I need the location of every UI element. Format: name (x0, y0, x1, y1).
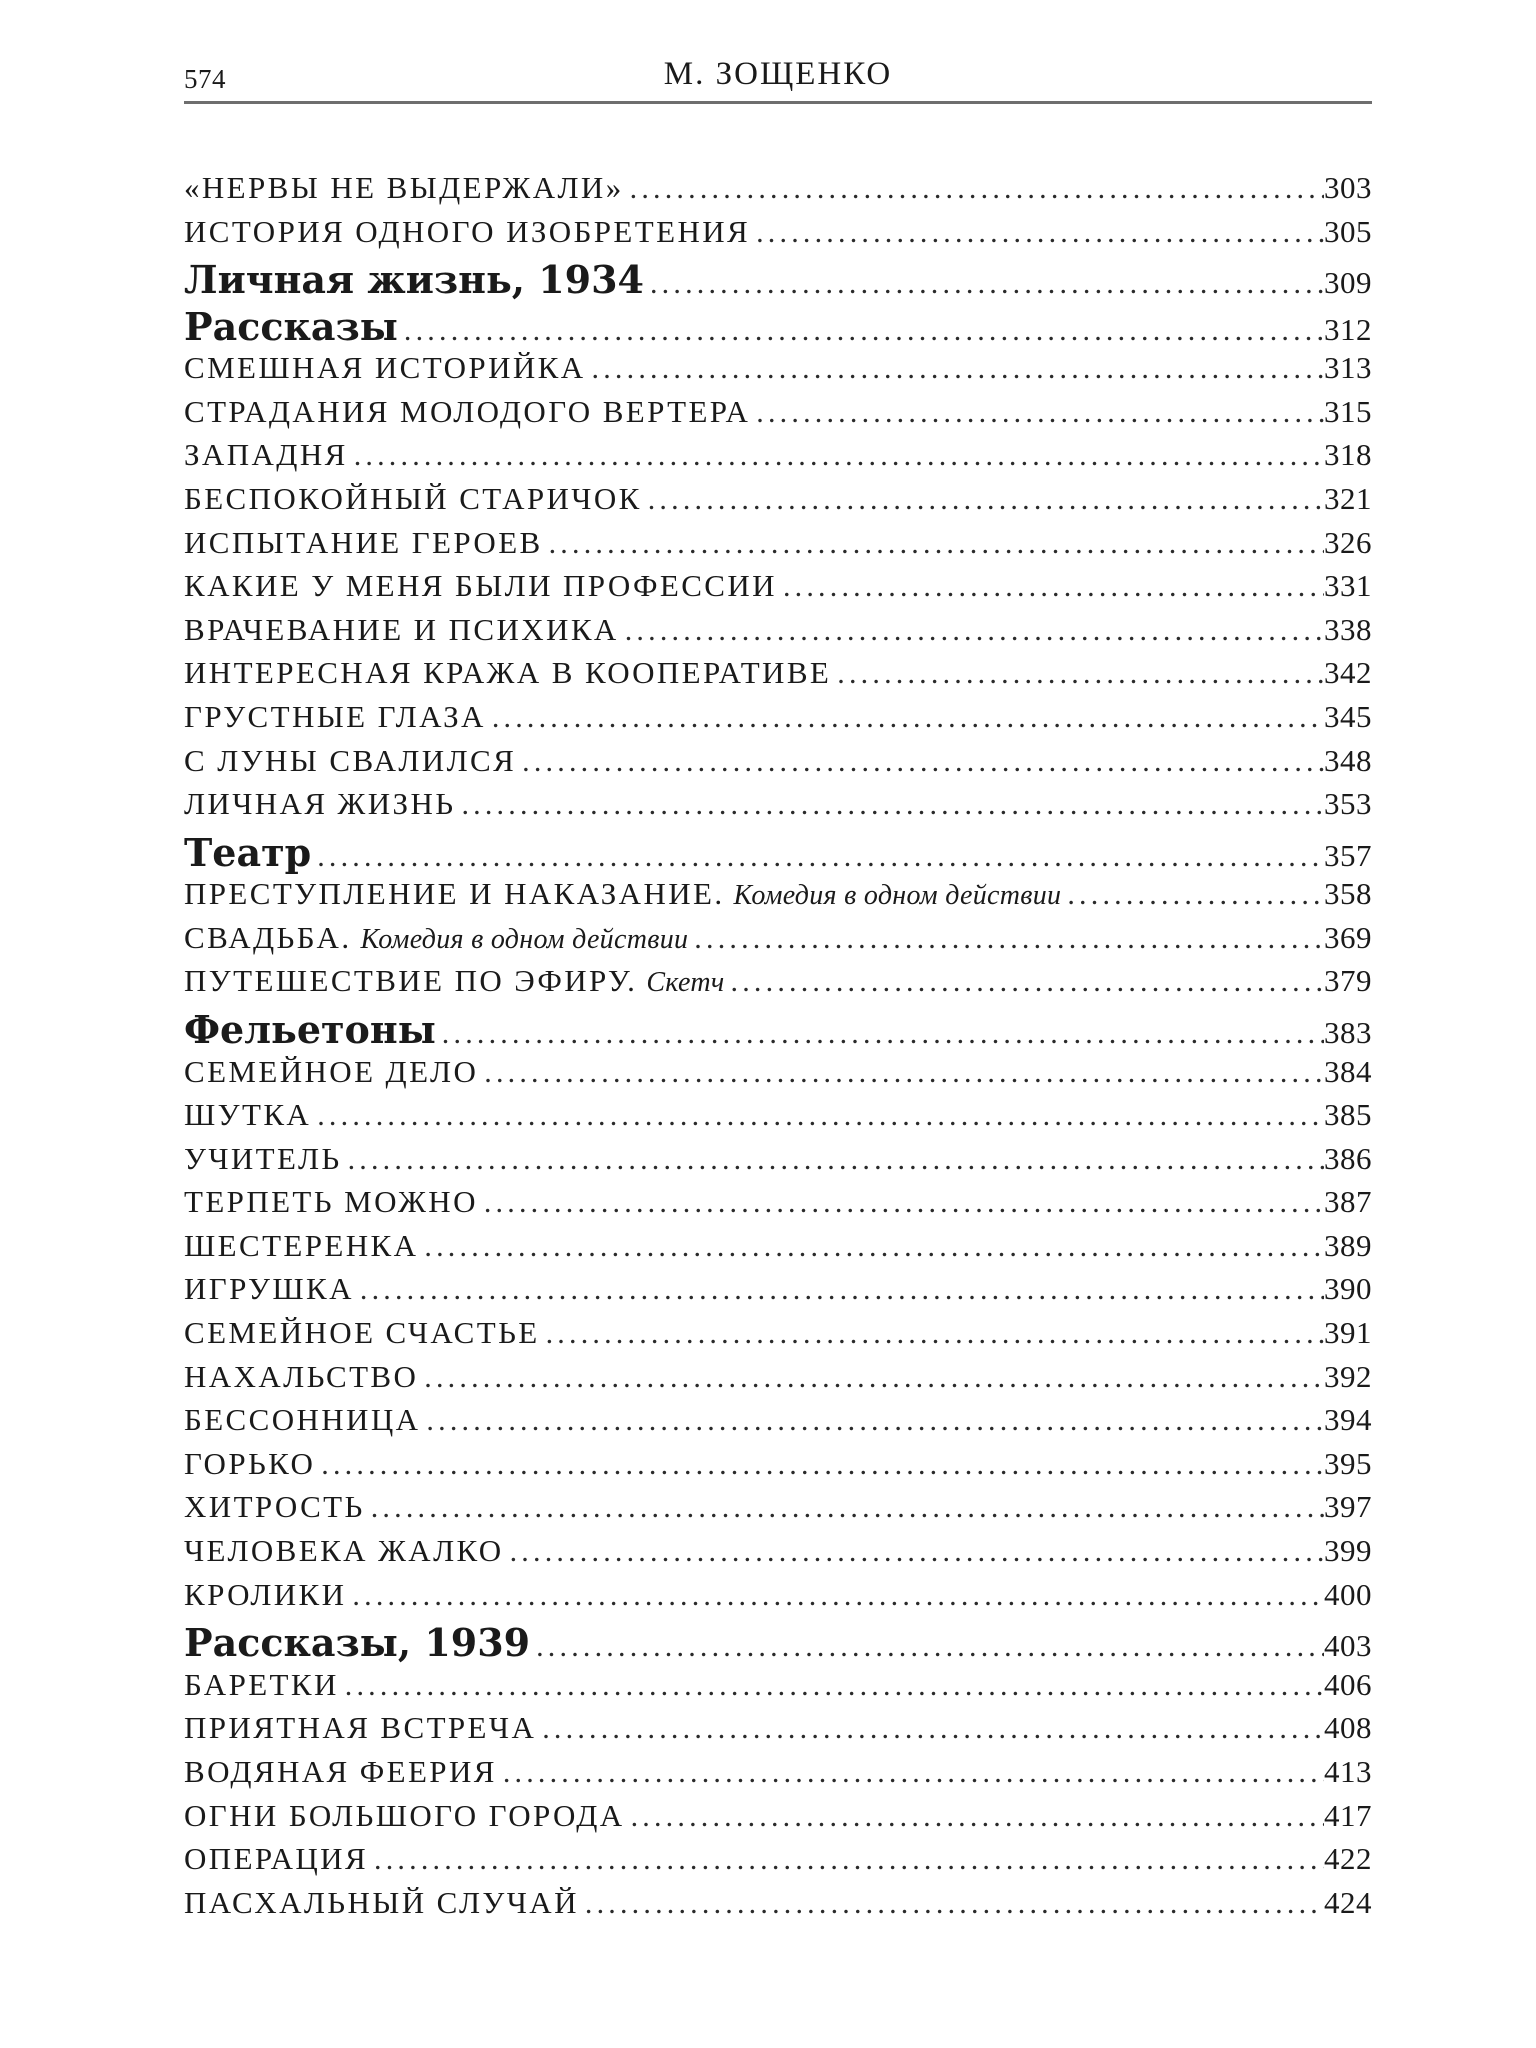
dot-leader (348, 439, 1324, 473)
toc-entry-title: ОПЕРАЦИЯ (184, 1841, 369, 1877)
toc-entry-page-number: 331 (1324, 568, 1372, 604)
toc-entry-page-number: 345 (1324, 698, 1372, 734)
toc-entry (184, 1710, 1372, 1754)
table-of-contents (184, 170, 1372, 1928)
toc-entry-page-number: 348 (1324, 742, 1372, 778)
toc-entry (184, 1577, 1372, 1621)
toc-entry (184, 655, 1372, 699)
toc-entry-title: ВРАЧЕВАНИЕ И ПСИХИКА (184, 611, 619, 647)
toc-entry-title: ПАСХАЛЬНЫЙ СЛУЧАЙ (184, 1884, 579, 1920)
running-title: М. ЗОЩЕНКО (663, 56, 893, 92)
dot-leader (346, 1579, 1324, 1613)
dot-leader (536, 1712, 1324, 1746)
toc-entry-title: ЧЕЛОВЕКА ЖАЛКО (184, 1533, 504, 1569)
dot-leader (644, 267, 1324, 301)
dot-leader (688, 922, 1324, 956)
toc-entry-title: ПРЕСТУПЛЕНИЕ И НАКАЗАНИЕ. (184, 876, 725, 912)
dot-leader (418, 1361, 1324, 1395)
dot-leader (315, 1448, 1324, 1482)
toc-entry-page-number: 315 (1324, 393, 1372, 429)
toc-entry (184, 568, 1372, 612)
toc-entry-title: Фельетоны (184, 1007, 436, 1052)
dot-leader (725, 965, 1324, 999)
dot-leader (504, 1535, 1324, 1569)
toc-entry (184, 1097, 1372, 1141)
toc-entry-title: СВАДЬБА. (184, 919, 352, 955)
toc-entry-page-number: 413 (1324, 1753, 1372, 1789)
toc-entry-title: ЗАПАДНЯ (184, 437, 348, 473)
toc-entry (184, 1754, 1372, 1798)
toc-entry (184, 1184, 1372, 1228)
toc-entry-page-number: 318 (1324, 437, 1372, 473)
toc-entry-page-number: 389 (1324, 1227, 1372, 1263)
toc-entry-page-number: 321 (1324, 480, 1372, 516)
toc-entry-page-number: 392 (1324, 1358, 1372, 1394)
toc-entry (184, 1533, 1372, 1577)
toc-entry (184, 612, 1372, 656)
dot-leader (750, 396, 1324, 430)
toc-entry (184, 1228, 1372, 1272)
toc-section-heading (184, 830, 1372, 877)
dot-leader (486, 701, 1324, 735)
dot-leader (540, 1317, 1324, 1351)
toc-entry-page-number: 384 (1324, 1053, 1372, 1089)
toc-entry-title: УЧИТЕЛЬ (184, 1140, 342, 1176)
toc-section-heading (184, 1620, 1372, 1667)
toc-entry (184, 394, 1372, 438)
toc-entry (184, 1489, 1372, 1533)
toc-entry-page-number: 390 (1324, 1271, 1372, 1307)
header-rule (184, 101, 1372, 104)
dot-leader (420, 1404, 1324, 1438)
toc-entry-page-number: 397 (1324, 1489, 1372, 1525)
toc-entry (184, 1315, 1372, 1359)
toc-entry-title: ШЕСТЕРЕНКА (184, 1227, 419, 1263)
toc-entry-page-number: 369 (1324, 919, 1372, 955)
dot-leader (530, 1630, 1324, 1664)
toc-entry (184, 786, 1372, 830)
toc-section-heading (184, 1007, 1372, 1054)
toc-entry-title: БЕСПОКОЙНЫЙ СТАРИЧОК (184, 480, 642, 516)
toc-entry (184, 876, 1372, 920)
toc-section-heading (184, 304, 1372, 351)
dot-leader (342, 1143, 1324, 1177)
dot-leader (624, 172, 1324, 206)
dot-leader (579, 1887, 1324, 1921)
toc-entry-page-number: 353 (1324, 786, 1372, 822)
toc-entry-title: НАХАЛЬСТВО (184, 1358, 419, 1394)
toc-entry-title: ИСТОРИЯ ОДНОГО ИЗОБРЕТЕНИЯ (184, 213, 751, 249)
dot-leader (625, 1800, 1324, 1834)
dot-leader (516, 745, 1324, 779)
toc-entry-title: С ЛУНЫ СВАЛИЛСЯ (184, 742, 517, 778)
toc-entry-title: ПРИЯТНАЯ ВСТРЕЧА (184, 1710, 537, 1746)
toc-entry-title: ПУТЕШЕСТВИЕ ПО ЭФИРУ. (184, 963, 638, 999)
toc-entry (184, 350, 1372, 394)
toc-entry (184, 214, 1372, 258)
toc-entry-page-number: 417 (1324, 1797, 1372, 1833)
toc-entry (184, 1798, 1372, 1842)
toc-entry-title: СЕМЕЙНОЕ СЧАСТЬЕ (184, 1315, 540, 1351)
page-number: 574 (184, 64, 226, 94)
toc-entry (184, 1841, 1372, 1885)
toc-entry-page-number: 338 (1324, 611, 1372, 647)
toc-entry-page-number: 309 (1324, 265, 1372, 301)
toc-entry-title: ВОДЯНАЯ ФЕЕРИЯ (184, 1753, 497, 1789)
toc-entry-title: ХИТРОСТЬ (184, 1489, 365, 1525)
toc-entry-page-number: 358 (1324, 876, 1372, 912)
toc-entry-title: ИСПЫТАНИЕ ГЕРОЕВ (184, 524, 543, 560)
toc-entry-title: ОГНИ БОЛЬШОГО ГОРОДА (184, 1797, 625, 1833)
toc-entry (184, 1271, 1372, 1315)
toc-entry-title: ШУТКА (184, 1097, 312, 1133)
toc-entry-page-number: 312 (1324, 311, 1372, 347)
toc-entry (184, 1402, 1372, 1446)
dot-leader (339, 1669, 1324, 1703)
dot-leader (619, 614, 1324, 648)
dot-leader (750, 216, 1324, 250)
toc-entry-page-number: 305 (1324, 213, 1372, 249)
toc-entry-page-number: 385 (1324, 1097, 1372, 1133)
dot-leader (311, 1099, 1324, 1133)
toc-entry-page-number: 386 (1324, 1140, 1372, 1176)
toc-entry-title: Рассказы (184, 303, 398, 349)
page-header (184, 56, 1372, 104)
toc-entry (184, 1885, 1372, 1929)
toc-entry-page-number: 395 (1324, 1445, 1372, 1481)
toc-entry-title: ТЕРПЕТЬ МОЖНО (184, 1184, 478, 1220)
toc-entry-subtitle: Комедия в одном действии (733, 880, 1062, 912)
toc-entry-page-number: 383 (1324, 1015, 1372, 1050)
toc-entry-title: БЕССОННИЦА (184, 1402, 421, 1438)
toc-entry (184, 481, 1372, 525)
toc-entry-page-number: 342 (1324, 655, 1372, 691)
toc-entry-page-number: 391 (1324, 1315, 1372, 1351)
toc-entry-title: Рассказы, 1939 (184, 1620, 531, 1666)
dot-leader (398, 314, 1324, 348)
toc-entry (184, 1054, 1372, 1098)
toc-entry-title: «НЕРВЫ НЕ ВЫДЕРЖАЛИ» (184, 170, 624, 205)
toc-entry (184, 170, 1372, 214)
dot-leader (354, 1273, 1324, 1307)
dot-leader (368, 1843, 1324, 1877)
toc-entry-title: Личная жизнь, 1934 (184, 257, 644, 303)
dot-leader (543, 527, 1324, 561)
toc-entry-page-number: 422 (1324, 1841, 1372, 1877)
toc-entry-page-number: 387 (1324, 1184, 1372, 1220)
dot-leader (365, 1491, 1324, 1525)
toc-entry-title: СЕМЕЙНОЕ ДЕЛО (184, 1053, 479, 1089)
toc-section-heading (184, 257, 1372, 304)
toc-entry-title: ЛИЧНАЯ ЖИЗНЬ (184, 786, 456, 822)
toc-entry-title: ГРУСТНЫЕ ГЛАЗА (184, 698, 486, 734)
dot-leader (478, 1056, 1324, 1090)
toc-entry (184, 699, 1372, 743)
toc-entry-page-number: 313 (1324, 350, 1372, 386)
toc-entry (184, 1359, 1372, 1403)
toc-entry-page-number: 424 (1324, 1884, 1372, 1920)
toc-entry (184, 1667, 1372, 1711)
toc-entry-title: Театр (184, 829, 312, 875)
toc-entry (184, 1446, 1372, 1490)
toc-entry-page-number: 303 (1324, 170, 1372, 205)
dot-leader (642, 483, 1324, 517)
dot-leader (418, 1230, 1324, 1264)
dot-leader (311, 840, 1324, 874)
toc-entry-page-number: 394 (1324, 1402, 1372, 1438)
toc-entry (184, 525, 1372, 569)
dot-leader (777, 570, 1324, 604)
toc-entry (184, 437, 1372, 481)
toc-entry-page-number: 403 (1324, 1628, 1372, 1664)
toc-entry-subtitle: Скетч (646, 967, 725, 999)
toc-entry (184, 963, 1372, 1007)
toc-entry-page-number: 406 (1324, 1666, 1372, 1702)
toc-entry-page-number: 326 (1324, 524, 1372, 560)
toc-entry-title: БАРЕТКИ (184, 1666, 339, 1702)
dot-leader (478, 1186, 1324, 1220)
toc-entry-title: КРОЛИКИ (184, 1576, 347, 1612)
toc-entry-title: ГОРЬКО (184, 1445, 316, 1481)
dot-leader (436, 1017, 1324, 1051)
toc-entry-subtitle: Комедия в одном действии (360, 923, 689, 955)
dot-leader (831, 657, 1324, 691)
toc-entry (184, 920, 1372, 964)
toc-entry-title: ИНТЕРЕСНАЯ КРАЖА В КООПЕРАТИВЕ (184, 655, 832, 691)
dot-leader (586, 352, 1324, 386)
dot-leader (1061, 878, 1324, 912)
toc-entry (184, 743, 1372, 787)
toc-entry-page-number: 379 (1324, 963, 1372, 999)
toc-entry-title: СМЕШНАЯ ИСТОРИЙКА (184, 350, 586, 386)
dot-leader (455, 788, 1324, 822)
dot-leader (497, 1756, 1324, 1790)
toc-entry-title: ИГРУШКА (184, 1271, 354, 1307)
toc-entry-title: СТРАДАНИЯ МОЛОДОГО ВЕРТЕРА (184, 393, 751, 429)
toc-entry-page-number: 408 (1324, 1710, 1372, 1746)
toc-entry (184, 1141, 1372, 1185)
toc-entry-page-number: 400 (1324, 1576, 1372, 1612)
toc-entry-page-number: 399 (1324, 1533, 1372, 1569)
toc-entry-page-number: 357 (1324, 837, 1372, 873)
toc-entry-title: КАКИЕ У МЕНЯ БЫЛИ ПРОФЕССИИ (184, 568, 777, 604)
